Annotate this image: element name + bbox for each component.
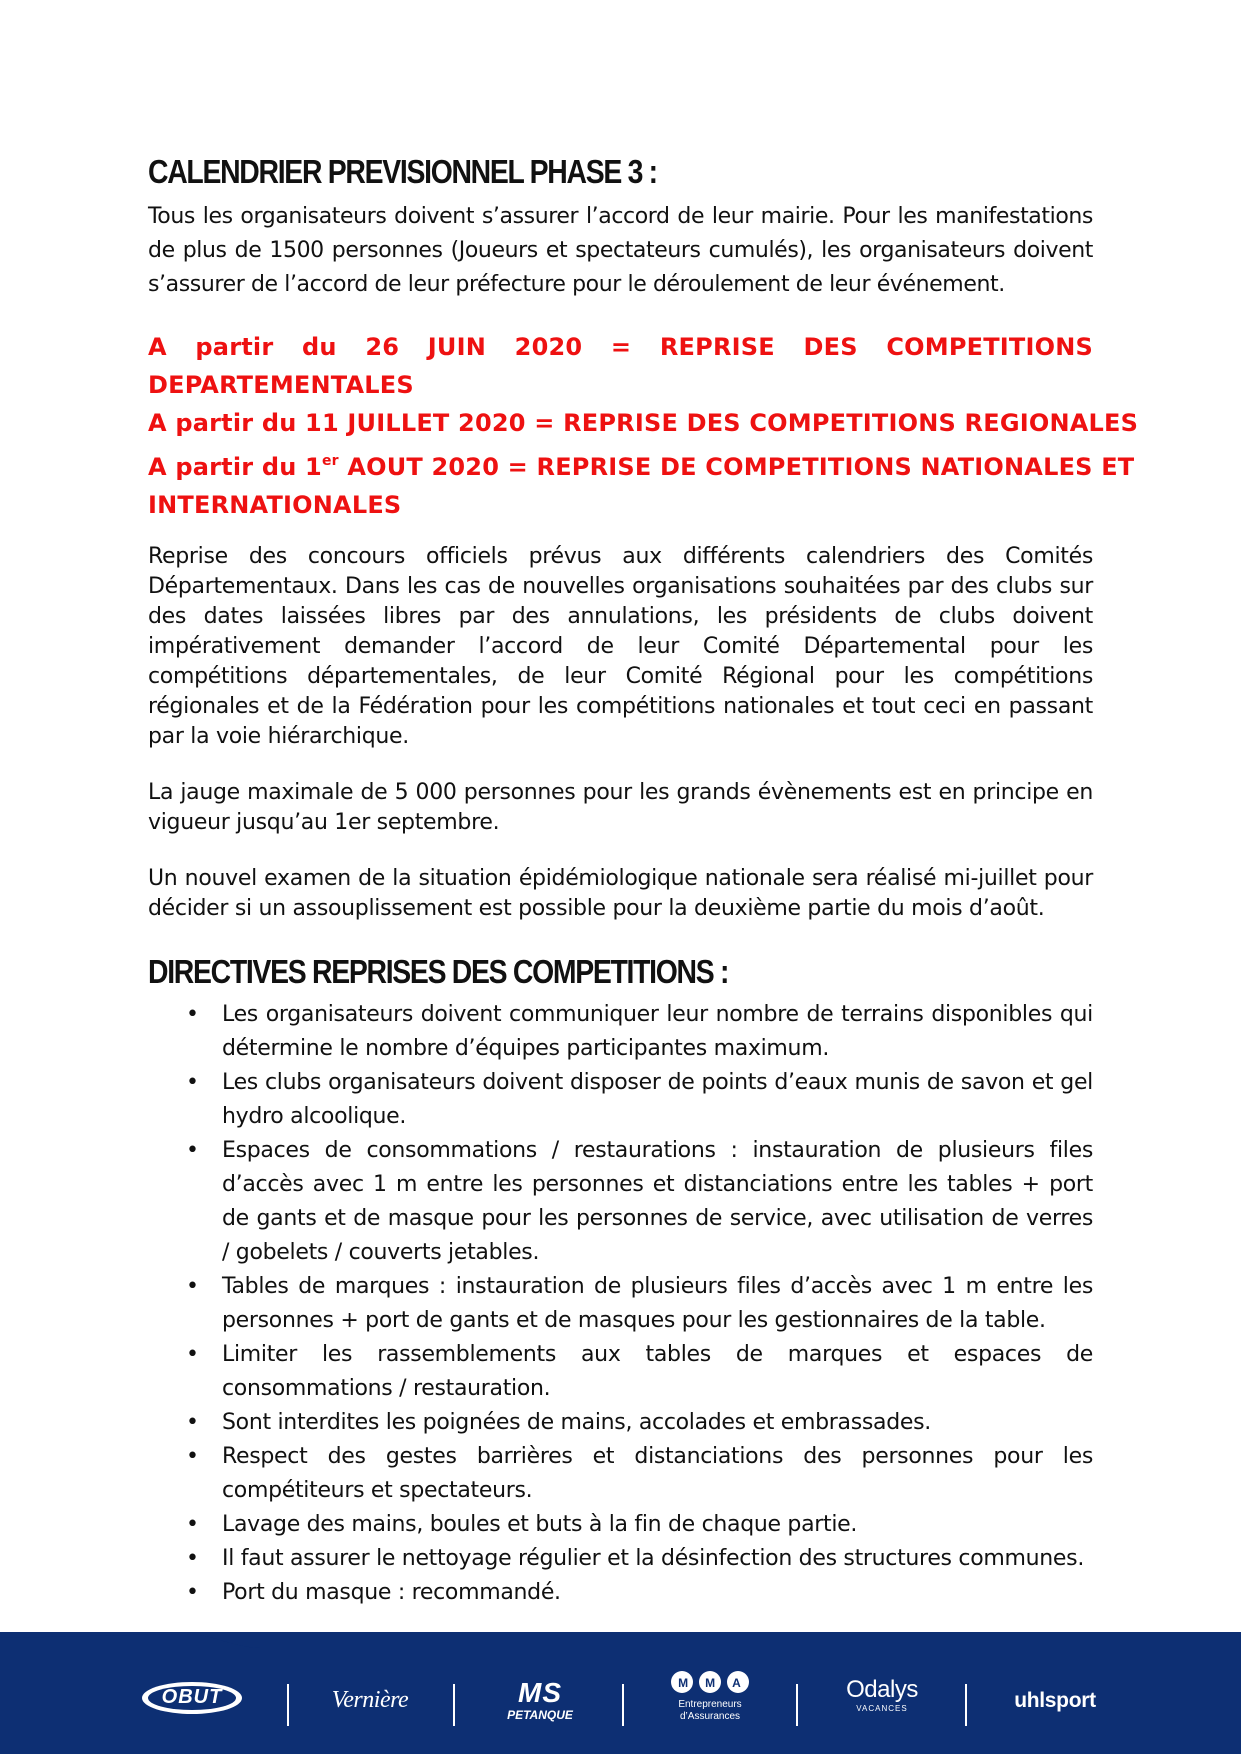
- list-item: • Port du masque : recommandé.: [148, 1576, 1093, 1610]
- mma-logo: MMA Entrepreneurs d’Assurances: [660, 1670, 760, 1734]
- list-item: • Espaces de consommations / restaurations : instauration de plusieurs files d’accès avec 1 m entre les personnes et distanciations entre les tables + port de gants et de masque pour les personnes de service, avec utilisation de verres / gobelets / couverts jetables.: [148, 1134, 1093, 1270]
- paragraph-jauge: La jauge maximale de 5 000 personnes pour les grands évènements est en principe en vigueur jusqu’au 1er septembre.: [148, 780, 1093, 835]
- bullet-icon: •: [186, 1444, 199, 1469]
- list-item: • Lavage des mains, boules et buts à la fin de chaque partie.: [148, 1508, 1093, 1542]
- section-title-calendar: CALENDRIER PREVISIONNEL PHASE 3 :: [148, 153, 657, 190]
- date-line-3-post: AOUT 2020 = REPRISE DE COMPETITIONS NATIONALES ET: [338, 453, 1135, 481]
- logo-separator: [453, 1684, 455, 1726]
- list-item: • Tables de marques : instauration de plusieurs files d’accès avec 1 m entre les personnes + port de gants et de masques pour les gestionnaires de la table.: [148, 1270, 1093, 1338]
- date-line-1b: DEPARTEMENTALES: [148, 371, 414, 399]
- paragraph-examen: Un nouvel examen de la situation épidémiologique nationale sera réalisé mi-juillet pour décider si un assouplissement est possible pour la deuxième partie du mois d’août.: [148, 866, 1093, 921]
- verniere-logo: Vernière: [331, 1687, 409, 1713]
- footer-wave-icon: [0, 1630, 1241, 1652]
- bullet-icon: •: [186, 1512, 199, 1537]
- bullet-icon: •: [186, 1580, 199, 1605]
- list-item: • Les organisateurs doivent communiquer leur nombre de terrains disponibles qui détermine le nombre d’équipes participantes maximum.: [148, 998, 1093, 1066]
- paragraph-reprise: Reprise des concours officiels prévus aux différents calendriers des Comités Départementaux. Dans les cas de nouvelles organisations souhaitées par des clubs sur des dates laissées libres par des annulations, les présidents de clubs doivent impérativement demander l’accord de leur Comité Départemental pour les compétitions départementales, de leur Comité Régional pour les compétitions régionales et de la Fédération pour les compétitions nationales et tout ceci en passant par la voie hiérarchique.: [148, 544, 1093, 749]
- list-item: • Sont interdites les poignées de mains, accolades et embrassades.: [148, 1406, 1093, 1440]
- section-title-directives: DIRECTIVES REPRISES DES COMPETITIONS :: [148, 953, 729, 990]
- bullet-icon: •: [186, 1138, 199, 1163]
- bullet-icon: •: [186, 1546, 199, 1571]
- document-body: [148, 150, 1139, 1610]
- directives-list: [148, 998, 1093, 1610]
- bullet-icon: •: [186, 1070, 199, 1095]
- list-item: • Il faut assurer le nettoyage régulier et la désinfection des structures communes.: [148, 1542, 1093, 1576]
- uhlsport-logo: uhlsport: [1014, 1689, 1096, 1712]
- obut-logo: OBUT: [140, 1680, 244, 1716]
- logo-separator: [287, 1684, 289, 1726]
- date-line-1: A partir du 26 JUIN 2020 = REPRISE DES COMPETITIONS: [148, 333, 1093, 361]
- bullet-icon: •: [186, 1274, 199, 1299]
- sponsor-logos: [0, 1666, 1241, 1736]
- list-item: • Les clubs organisateurs doivent disposer de points d’eaux munis de savon et gel hydro alcoolique.: [148, 1066, 1093, 1134]
- ms-petanque-logo: MS PETANQUE: [507, 1677, 573, 1722]
- bullet-icon: •: [186, 1410, 199, 1435]
- odalys-logo: Odalys VACANCES: [846, 1676, 918, 1713]
- logo-separator: [796, 1684, 798, 1726]
- date-line-3: [148, 442, 1135, 486]
- bullet-icon: •: [186, 1002, 199, 1027]
- intro-paragraph: Tous les organisateurs doivent s’assurer l’accord de leur mairie. Pour les manifestations de plus de 1500 personnes (Joueurs et spectateurs cumulés), les organisateurs doivent s’assurer de l’accord de leur préfecture pour le déroulement de leur événement.: [148, 204, 1093, 297]
- logo-separator: [622, 1684, 624, 1726]
- list-item: • Respect des gestes barrières et distanciations des personnes pour les compétiteurs et spectateurs.: [148, 1440, 1093, 1508]
- date-line-3-pre: A partir du 1: [148, 453, 322, 481]
- dates-block: [148, 328, 1139, 524]
- date-line-3b: INTERNATIONALES: [148, 491, 402, 519]
- bullet-icon: •: [186, 1342, 199, 1367]
- list-item: • Limiter les rassemblements aux tables de marques et espaces de consommations / restauration.: [148, 1338, 1093, 1406]
- date-line-2: A partir du 11 JUILLET 2020 = REPRISE DES COMPETITIONS REGIONALES: [148, 409, 1139, 437]
- date-line-3-sup: er: [321, 453, 339, 469]
- logo-separator: [965, 1684, 967, 1726]
